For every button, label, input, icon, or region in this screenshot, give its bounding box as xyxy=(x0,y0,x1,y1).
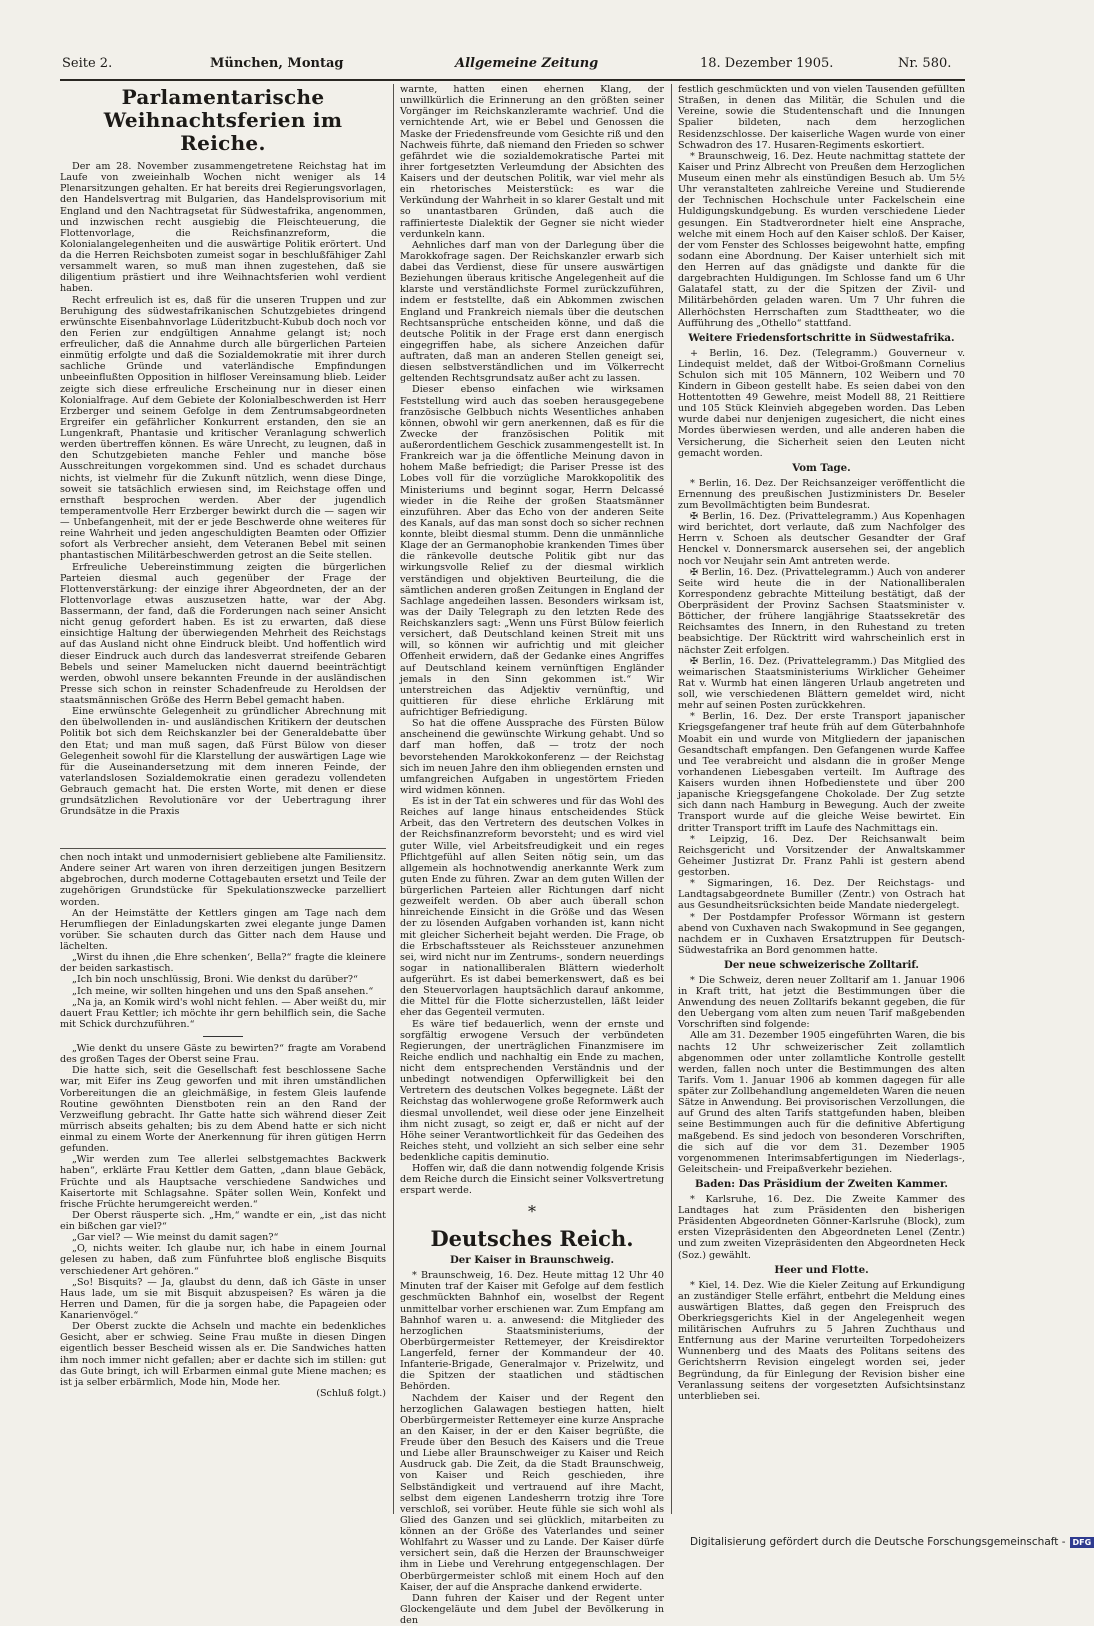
paragraph: * Braunschweig, 16. Dez. Heute nachmittag stattete der Kaiser und Prinz Albrecht von Preußen dem Herzoglichen Museum einen mehr als einstündigen Besuch ab. Um 5½ Uhr veranstalteten zahlreiche Vereine und Studierende der Technischen Hochschule unter Fackelschein eine Huldigungskundgebung. Es wurden verschiedene Lieder gesungen. Ein Stadtverordneter hielt eine Ansprache, welche mit einem Hoch auf den Kaiser schloß. Der Kaiser, der vom Fenster des Schlosses beigewohnt hatte, empfing sodann eine Abordnung. Der Kaiser unterhielt sich mit den Herren auf das gnädigste und dankte für die dargebrachten Huldigungen. Im Schlosse fand um 6 Uhr Galatafel statt, zu der die Spitzen der Zivil- und Militärbehörden geladen waren. Um 7 Uhr fuhren die Allerhöchsten Herrschaften zum Stadttheater, wo die Aufführung des „Othello“ stattfand. xyxy=(678,150,965,329)
paragraph: Alle am 31. Dezember 1905 eingeführten Waren, die bis nachts 12 Uhr schweizerischer Zeit zollamtlich abgenommen oder unter zollamtliche Kontrolle gestellt werden, fallen noch unter die Bestimmungen des alten Tarifs. Vom 1. Januar 1906 ab kommen dagegen für alle später zur Zollbehandlung angemeldeten Waren die neuen Sätze in Anwendung. Bei provisorischen Verzollungen, die auf Grund des alten Tarifs stattgefunden haben, bleiben seine Bestimmungen auch für die definitive Abfertigung maßgebend. Es sind jedoch von besonderen Vorschriften, die sich auf die vor dem 31. Dezember 1905 vorgenommenen Interimsabfertigungen im Niederlags-, Geleitschein- und Freipaßverkehr beziehen. xyxy=(678,1030,965,1175)
section-subhead: Baden: Das Präsidium der Zweiten Kammer. xyxy=(695,1178,948,1191)
paragraph: Dieser ebenso einfachen wie wirksamen Feststellung wird auch das soeben herausgegebene französische Gelbbuch nichts Wesentliches anhaben können, obwohl wir gern anerkennen, daß es für die Zwecke der französischen Politik mit außerordentlichem Geschick zusammengestellt ist. In Frankreich war ja die öffentliche Meinung davon in hohem Maße befriedigt; die Pariser Presse ist des Lobes voll für die vorzügliche Marokkopolitik des Ministeriums und beginnt sogar, Herrn Delcassé wieder in die Reihe der großen Staatsmänner einzuführen. Aber das Echo von der anderen Seite des Kanals, auf das man sonst doch so sicher rechnen konnte, bleibt diesmal stumm. Denn die unmännliche Klage der an Germanophobie krankenden Times über die ränkevolle deutsche Politik gibt nur das wirkungsvolle Relief zu der diesmal wirklich verständigen und objektiven Beurteilung, die die sämtlichen anderen großen Zeitungen in England der Sachlage angedeihen lassen. Besonders wirksam ist, was der Daily Telegraph zu den letzten Rede des Reichskanzlers sagt: „Wenn uns Fürst Bülow feierlich versichert, daß Deutschland keinen Streit mit uns will, so können wir aufrichtig und mit gleicher Offenheit erwidern, daß der Gedanke eines Angriffes auf Deutschland keinem vernünftigen Engländer jemals in den Sinn gekommen ist.“ Wir unterstreichen das Adjektiv vernünftig, und quittieren für diese ehrliche Erklärung mit aufrichtiger Befriedigung. xyxy=(400,384,664,718)
feuilleton-paragraph: „Gar viel? — Wie meinst du damit sagen?“ xyxy=(72,1232,279,1244)
paragraph: * Braunschweig, 16. Dez. Heute mittag 12 Uhr 40 Minuten traf der Kaiser mit Gefolge auf dem festlich geschmückten Bahnhof ein, woselbst der Regent unmittelbar vorher erschienen war. Zum Empfang am Bahnhof waren u. a. anwesend: die Mitglieder des herzoglichen Staatsministeriums, der Oberbürgermeister Rettemeyer, der Kreisdirektor Langerfeld, ferner der Kommandeur der 40. Infanterie-Brigade, Generalmajor v. Prizelwitz, und die Spitzen der staatlichen und städtischen Behörden. xyxy=(400,1270,664,1393)
paragraph: Hoffen wir, daß die dann notwendig folgende Krisis dem Reiche durch die Einsicht seiner Volksvertretung erspart werde. xyxy=(400,1163,664,1197)
article-headline: Parlamentarische Weihnachtsferien im Reiche. xyxy=(103,85,343,155)
feuilleton-paragraph: Der Oberst zuckte die Achseln und machte ein bedenkliches Gesicht, aber er schwieg. Seine Frau mußte in diesen Dingen eigentlich besser Bescheid wissen als er. Die Sandwiches hatten ihm noch immer nicht gefallen; aber er dachte sich im stillen: gut das Gute bringt, ich will Erbarmen einmal gute Miene machen; es ist ja selber erbärmlich, Mode hin, Mode her. xyxy=(60,1321,386,1388)
paragraph: So hat die offene Aussprache des Fürsten Bülow anscheinend die gewünschte Wirkung gehabt. Und so darf man hoffen, daß — trotz der noch bevorstehenden Marokkokonferenz — der Reichstag sich im neuen Jahre den ihm obliegenden ernsten und umfangreichen Aufgaben in ungestörtem Frieden wird widmen können. xyxy=(400,718,664,796)
feuilleton-paragraph: An der Heimstätte der Kettlers gingen am Tage nach dem Herumfliegen der Einladungskarten zwei elegante junge Damen vorüber. Sie schauten durch das Gitter nach dem Hause und lächelten. xyxy=(60,907,386,952)
issue-date: 18. Dezember 1905. xyxy=(700,56,834,71)
feuilleton-paragraph: „Wirst du ihnen ‚die Ehre schenken‘, Bella?“ fragte die kleinere der beiden sarkastisch. xyxy=(60,952,386,975)
section-subhead: Der neue schweizerische Zolltarif. xyxy=(724,959,919,972)
digitization-footer xyxy=(690,1536,1094,1548)
page-number: Seite 2. xyxy=(62,56,113,71)
paragraph: ✠ Berlin, 16. Dez. (Privattelegramm.) Aus Kopenhagen wird berichtet, dort verlaute, daß zum Nachfolger des Herrn v. Schoen als deutscher Gesandter der Graf Henckel v. Donnersmarck ausersehen sei, der angeblich noch vor Neujahr sein Amt antreten werde. xyxy=(678,511,965,567)
section-subhead: Heer und Flotte. xyxy=(774,1263,869,1276)
issue-number: Nr. 580. xyxy=(898,56,952,71)
column-rule xyxy=(393,84,394,1514)
feuilleton-divider xyxy=(60,848,386,849)
paragraph: * Karlsruhe, 16. Dez. Die Zweite Kammer des Landtages hat zum Präsidenten den bisherigen Präsidenten Abgeordneten Gönner-Karlsruhe (Block), zum ersten Vizepräsidenten den Abgeordneten Lenel (Zentr.) und zum zweiten Vizepräsidenten den Abgeordneten Heck (Soz.) gewählt. xyxy=(678,1193,965,1261)
feuilleton-paragraph: „Na ja, an Komik wird's wohl nicht fehlen. — Aber weißt du, mir dauert Frau Kettler; ich möchte ihr gern behilflich sein, die Sache mit Schick durchzuführen.“ xyxy=(60,996,386,1030)
head-rule xyxy=(60,79,965,81)
separator xyxy=(203,1036,243,1037)
paragraph: Es wäre tief bedauerlich, wenn der ernste und sorgfältig erwogene Versuch der verbündeten Regierungen, der unerträglichen Finanzmisere im Reiche endlich und nachhaltig ein Ende zu machen, nicht dem entsprechenden Verständnis und der unbedingt notwendigen Opferwilligkeit bei den Vertretern des deutschen Volkes begegnete. Läßt der Reichstag das wohlerwogene große Reformwerk auch diesmal unvollendet, weil diese oder jene Einzelheit ihm nicht zusagt, so zeigt er, daß er nicht auf der Höhe seiner Verantwortlichkeit für das Gedeihen des Reiches steht, und vollzieht an sich selber eine sehr bedenkliche capitis deminutio. xyxy=(400,1018,664,1163)
feuilleton-paragraph: „Ich meine, wir sollten hingehen und uns den Spaß ansehen.“ xyxy=(72,985,374,997)
feuilleton-paragraph: chen noch intakt und unmodernisiert gebliebene alte Familiensitz. Andere seiner Art waren von ihren derzeitigen jungen Besitzern abgebrochen, durch moderne Cottagebauten ersetzt und Teile der zugehörigen Grundstücke für Spekulationszwecke parzelliert worden. xyxy=(60,852,386,908)
paragraph: * Leipzig, 16. Dez. Der Reichsanwalt beim Reichsgericht und Vorsitzender der Anwaltskammer Geheimer Justizrat Dr. Franz Pahli ist gestern abend gestorben. xyxy=(678,833,965,879)
place-day: München, Montag xyxy=(210,56,344,71)
paragraph: ✠ Berlin, 16. Dez. (Privattelegramm.) Das Mitglied des weimarischen Staatsministeriums Wirklicher Geheimer Rat v. Wurmb hat einen längeren Urlaub angetreten und soll, wie verschiedenen Blättern gemeldet wird, nicht mehr auf seinen Posten zurückkehren. xyxy=(678,655,965,712)
column-3 xyxy=(678,84,965,1514)
paragraph: * Sigmaringen, 16. Dez. Der Reichstags- und Landtagsabgeordnete Bumiller (Zentr.) von Ostrach hat aus Gesundheitsrücksichten beide Mandate niedergelegt. xyxy=(678,878,965,912)
paragraph: Recht erfreulich ist es, daß für die unseren Truppen und zur Beruhigung des südwestafrikanischen Schutzgebietes dringend erwünschte Eisenbahnvorlage Lüderitzbucht-Kubub doch noch vor den Ferien zur endgültigen Annahme gelangt ist; noch erfreulicher, daß die Annahme durch alle bürgerlichen Parteien einmütig erfolgte und daß die Sozialdemokratie mit ihrer durch sachliche Gründe und vaterländische Empfindungen unbeeinflußten Opposition in hilfloser Vereinsamung blieb. Leider zeigte sich diese erfreuliche Erscheinung nur in dieser einen Kolonialfrage. Auf dem Gebiete der Kolonialbeschwerden ist Herr Erzberger und seinem Gefolge in dem Zentrumsabgeordneten Ergreifer ein gefährlicher Konkurrent erstanden, den sie an Lungenkraft, Phantasie und kritischer Veranlagung schwerlich werden übertreffen können. Es wäre Unrecht, zu leugnen, daß in den Schutzgebieten manche Fehler und manche böse Ausschreitungen vorgekommen sind. Und es schadet durchaus nichts, ist vielmehr für die Zukunft nützlich, wenn diese Dinge, soweit sie tatsächlich erwiesen sind, im Reichstage offen und ernsthaft besprochen werden. Aber der jugendlich temperamentvolle Herr Erzberger bewirkt durch die — sagen wir — Unbefangenheit, mit der er jede Beschwerde ohne weiteres für reine Wahrheit und jeden angeschuldigten Beamten oder Offizier sofort als Verbrecher ansieht, dem Veteranen Bebel mit seinen phantastischen Militärbeschwerden getrost an die Seite stellen. xyxy=(60,294,386,562)
paragraph: Eine erwünschte Gelegenheit zu gründlicher Abrechnung mit den übelwollenden in- und ausländischen Kritikern der deutschen Politik bot sich dem Reichskanzler bei der Generaldebatte über den Etat; und man muß sagen, daß Fürst Bülow von dieser Gelegenheit sowohl für die Klarstellung der auswärtigen Lage wie für die Auseinandersetzung mit dem inneren Feinde, der vaterlandslosen Sozialdemokratie einen geradezu vollendeten Gebrauch gemacht hat. Die ersten Worte, mit denen er diese grundsätzlichen Revolutionäre vor der Uebertragung ihrer Grundsätze in die Praxis xyxy=(60,706,386,818)
column-1 xyxy=(60,84,386,842)
paragraph: Nachdem der Kaiser und der Regent den herzoglichen Galawagen bestiegen hatten, hielt Oberbürgermeister Rettemeyer eine kurze Ansprache an den Kaiser, in der er den Kaiser begrüßte, die Freude über den Besuch des Kaisers und die Treue und Liebe aller Braunschweiger zu Kaiser und Reich Ausdruck gab. Die Zeit, da die Stadt Braunschweig, von Kaiser und Reich geschieden, ihre Selbständigkeit und vertrauend auf ihre Macht, selbst dem eigenen Landesherrn trotzig ihre Tore verschloß, sei vorüber. Heute fühle sie sich wohl als Glied des Ganzen und sei glücklich, mitarbeiten zu können an der Größe des Vaterlandes und seiner Wohlfahrt zu Wasser und zu Lande. Der Kaiser dürfe versichert sein, daß die Herzen der Braunschweiger ihm in Liebe und Verehrung entgegenschlagen. Der Oberbürgermeister schloß mit einem Hoch auf den Kaiser, der auf die Ansprache dankend erwiderte. xyxy=(400,1392,664,1593)
footer-text: Digitalisierung gefördert durch die Deutsche Forschungsgemeinschaft - xyxy=(690,1536,1066,1548)
section-subhead: Weitere Friedensfortschritte in Südwestafrika. xyxy=(688,331,955,344)
paragraph: Der am 28. November zusammengetretene Reichstag hat im Laufe von zweieinhalb Wochen nicht weniger als 14 Plenarsitzungen gehalten. Er hat bereits drei Regierungsvorlagen, den Handelsvertrag mit Bulgarien, das Handelsprovisorium mit England und den Nachtragsetat für Südwestafrika, angenommen, und inzwischen recht ausgiebig die Fleischteuerung, die Flottenvorlage, die Reichsfinanzreform, die Kolonialangelegenheiten und die auswärtige Politik erörtert. Und da die Herren Reichsboten zumeist sogar in beschlußfähiger Zahl versammelt waren, so muß man ihnen zugestehen, daß sie diligentium prästiert und ihre Weihnachtsferien wohl verdient haben. xyxy=(60,161,386,295)
paragraph: * Der Postdampfer Professor Wörmann ist gestern abend von Cuxhaven nach Swakopmund in See gegangen, nachdem er in Cuxhaven Ersatztruppen für Deutsch-Südwestafrika an Bord genommen hatte. xyxy=(678,911,965,956)
to-be-continued: (Schluß folgt.) xyxy=(316,1387,386,1399)
newspaper-title: Allgemeine Zeitung xyxy=(455,56,599,71)
asterisk-separator: * xyxy=(528,1201,536,1221)
feuilleton-paragraph: „O, nichts weiter. Ich glaube nur, ich habe in einem Journal gelesen zu haben, daß zum Fünfuhrtee bloß englische Bisquits verschiedener Art gehören.“ xyxy=(60,1243,386,1277)
feuilleton-paragraph: Der Oberst räusperte sich. „Hm,“ wandte er ein, „ist das nicht ein bißchen gar viel?“ xyxy=(60,1209,386,1232)
paragraph: Erfreuliche Uebereinstimmung zeigten die bürgerlichen Parteien diesmal auch gegenüber der Frage der Flottenverstärkung: der einzige ihrer Abgeordneten, der an der Flottenvorlage etwas auszusetzen hatte, war der Abg. Bassermann, der fand, daß die Forderungen nach seiner Ansicht nicht genug gefordert haben. Es ist zu erwarten, daß diese einsichtige Haltung der überwiegenden Mehrheit des Reichstags auf das Ausland nicht ohne Eindruck bleibt. Und hoffentlich wird dieser Eindruck auch durch das landesverrat streifende Gebaren Bebels und seiner Mamelucken nicht dauernd beeinträchtigt werden, obwohl unsere bekannten Freunde in der ausländischen Presse sich schon in reinster Schadenfreude zu Heroldsen der staatsmännischen Größe des Herrn Bebel gemacht haben. xyxy=(60,561,386,706)
column-rule xyxy=(671,84,672,1514)
running-head xyxy=(60,52,965,76)
paragraph: * Berlin, 16. Dez. Der erste Transport japanischer Kriegsgefangener traf heute früh auf dem Güterbahnhofe Moabit ein und wurde von Mitgliedern der japanischen Gesandtschaft empfangen. Den Gefangenen wurde Kaffee und Tee verabreicht und alsdann die in großer Menge vorhandenen Liebesgaben verteilt. Im Auftrage des Kaisers wurden ihnen Hofbedienstete und über 200 japanische Kriegsgefangene Chokolade. Der Zug setzte sich dann nach Hamburg in Bewegung. Auch der zweite Transport wurde auf die gleiche Weise bewirtet. Ein dritter Transport trifft im Laufe des Nachmittags ein. xyxy=(678,711,965,834)
dfg-logo: DFG xyxy=(1070,1537,1094,1548)
feuilleton-column xyxy=(60,852,386,1517)
paragraph: festlich geschmückten und von vielen Tausenden gefüllten Straßen, in denen das Militär, die Schulen und die Vereine, sowie die Studentenschaft und die Innungen Spalier bildeten, nach dem herzoglichen Residenzschlosse. Der kaiserliche Wagen wurde von einer Schwadron des 17. Husaren-Regiments eskortiert. xyxy=(678,84,965,151)
column-2 xyxy=(400,84,664,1626)
paragraph: * Kiel, 14. Dez. Wie die Kieler Zeitung auf Erkundigung an zuständiger Stelle erfährt, entbehrt die Meldung eines auswärtigen Blattes, daß gegen den Freispruch des Oberkriegsgerichts Kiel in der Angelegenheit wegen militärischen Aufruhrs zu 5 Jahren Zuchthaus und Entfernung aus der Marine verurteilten Torpedoheizers Wunnenberg und des Maats des Politans seitens des Gerichtsherrn Revision eingelegt worden sei, jeder Begründung, da für Einlegung der Revision bisher eine Veranlassung seitens der vorgesetzten Aufsichtsinstanz unterblieben sei. xyxy=(678,1279,965,1402)
paragraph: ✠ Berlin, 16. Dez. (Privattelegramm.) Auch von anderer Seite wird heute die in der Nationalliberalen Korrespondenz gebrachte Mitteilung bestätigt, daß der Oberpräsident der Provinz Sachsen Staatsminister v. Bötticher, der frühere langjährige Staatssekretär des Reichsamtes des Innern, in den Ruhestand zu treten beabsichtige. Der Rücktritt wird wahrscheinlich erst in nächster Zeit erfolgen. xyxy=(678,566,965,656)
paragraph: Aehnliches darf man von der Darlegung über die Marokkofrage sagen. Der Reichskanzler erwarb sich dabei das Verdienst, diese für unsere auswärtigen Beziehungen überaus kritische Angelegenheit auf die klarste und verständlichste Formel zurückzuführen, indem er feststellte, daß ein Abkommen zwischen England und Frankreich niemals über die deutschen Rechtsansprüche entscheiden könne, und daß die deutsche Politik in der Frage erst dann energisch eingegriffen habe, als sichere Anzeichen dafür auftraten, daß man an anderen Stellen geneigt sei, diesen selbstverständlichen und im Völkerrecht geltenden Rechtsgrundsatz außer acht zu lassen. xyxy=(400,239,664,385)
paragraph: * Die Schweiz, deren neuer Zolltarif am 1. Januar 1906 in Kraft tritt, hat jetzt die Bestimmungen über die Anwendung des neuen Zolltarifs bekannt gegeben, die für den Uebergang vom alten zum neuen Tarif maßgebenden Vorschriften sind folgende: xyxy=(678,974,965,1031)
paragraph: warnte, hatten einen ehernen Klang, der unwillkürlich die Erinnerung an den größten seiner Vorgänger im Reichskanzleramte wachrief. Und die vernichtende Art, wie er Bebel und Genossen die Maske der Friedensfreunde vom Gesichte riß und den Nachweis führte, daß niemand den Frieden so schwer gefährdet wie die sozialdemokratische Partei mit ihrer fortgesetzten Verleumdung der Absichten des Kaisers und der deutschen Politik, war viel mehr als ein rhetorisches Meisterstück: es war die Verkündung der Wahrheit in so klarer Gestalt und mit so unantastbaren Gründen, daß auch die raffinierteste Dialektik der Gegner sie nicht wieder verdunkeln kann. xyxy=(400,84,664,240)
feuilleton-paragraph: „So! Bisquits? — Ja, glaubst du denn, daß ich Gäste in unser Haus lade, um sie mit Bisquit abzuspeisen? Es wären ja die Herren und Damen, für die ja sorgen habe, die Papageien oder Kanarienvögel.“ xyxy=(60,1276,386,1321)
section-subhead: Der Kaiser in Braunschweig. xyxy=(449,1254,615,1267)
paragraph: + Berlin, 16. Dez. (Telegramm.) Gouverneur v. Lindequist meldet, daß der Witboi-Großmann Cornelius Schulon sich mit 105 Männern, 102 Weibern und 70 Kindern in Gibeon gestellt habe. Es seien dabei von den Hottentotten 49 Gewehre, meist Modell 88, 21 Reittiere und 105 Stück Kleinvieh abgegeben worden. Das Leben wurde dabei nur denjenigen zugesichert, die nicht eines Mordes überwiesen werden, und alle anderen haben die Versicherung, die Sicherheit seien den Leuten nicht gemacht worden. xyxy=(678,347,965,459)
feuilleton-paragraph: „Wir werden zum Tee allerlei selbstgemachtes Backwerk haben“, erklärte Frau Kettler dem Gatten, „dann blaue Gebäck, Früchte und als Hauptsache verschiedene Sandwiches und Kaisertorte mit Schlagsahne. Später sollen Wein, Konfekt und frische Früchte herumgereicht werden.“ xyxy=(60,1154,386,1210)
section-subhead: Vom Tage. xyxy=(792,461,851,474)
feuilleton-paragraph: Die hatte sich, seit die Gesellschaft fest beschlossene Sache war, mit Eifer ins Zeug geworfen und mit ihren umständlichen Vorbereitungen die an gleichmäßige, in festem Gleis laufende Routine gewöhnten Dienstboten rein an den Rand der Verzweiflung gebracht. Ihr Gatte hatte sich während dieser Zeit mürrisch abseits gehalten; bis zu dem Abend hatte er sich nicht einmal zu einem Worte der Anerkennung für ihren gütigen Herrn gefunden. xyxy=(60,1065,386,1155)
paragraph: * Berlin, 16. Dez. Der Reichsanzeiger veröffentlicht die Ernennung des preußischen Justizministers Dr. Beseler zum Bevollmächtigten beim Bundesrat. xyxy=(678,477,965,511)
paragraph: Dann fuhren der Kaiser und der Regent unter Glockengeläute und dem Jubel der Bevölkerung in den xyxy=(400,1592,664,1626)
paragraph: Es ist in der Tat ein schweres und für das Wohl des Reiches auf lange hinaus entscheidendes Stück Arbeit, das den Vertretern des deutschen Volkes in der Reichsfinanzreform bevorsteht; und es wird viel guter Wille, viel Arbeitsfreudigkeit und ein reges Pflichtgefühl auf allen Seiten nötig sein, um das allgemein als hochnotwendig anerkannte Werk zum guten Ende zu führen. Zwar an dem guten Willen der bürgerlichen Parteien aller Richtungen darf nicht gezweifelt werden. Ob aber auch überall schon hinreichende Einsicht in die Größe und das Wesen der zu lösenden Aufgaben vorhanden ist, kann nicht mit gleicher Sicherheit bejaht werden. Die Frage, ob die Erbschaftssteuer als Reichssteuer anzunehmen sei, wird nicht nur im Zentrums-, sondern neuerdings sogar in nationalliberalen Blättern wiederholt aufgerührt. Es ist dabei bemerkenswert, daß es bei den Steuervorlagen hauptsächlich darauf ankomme, die Mittel für die Flotte sicherzustellen, läßt leider eher das Gegenteil vermuten. xyxy=(400,796,664,1019)
feuilleton-paragraph: „Wie denkt du unsere Gäste zu bewirten?“ fragte am Vorabend des großen Tages der Oberst seine Frau. xyxy=(60,1043,386,1066)
feuilleton-paragraph: „Ich bin noch unschlüssig, Broni. Wie denkst du darüber?“ xyxy=(72,974,358,986)
section-headline: Deutsches Reich. xyxy=(430,1226,634,1252)
